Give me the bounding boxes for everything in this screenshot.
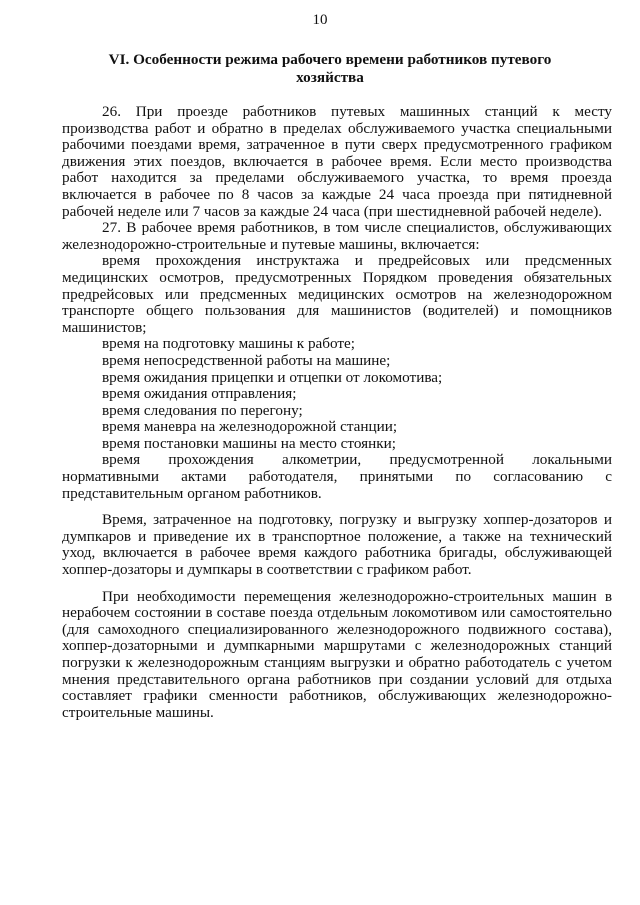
paragraph-relocation: При необходимости перемещения железнодорожно-строительных машин в нерабочем состоянии в составе поезда отдельным локомотивом или самостоятельно (для самоходного специализированного железнодорожного подвижного состава), хоппер-дозаторными и думпкарными маршрутами с железнодорожных станций погрузки к железнодорожным станциям выгрузки и обратно работодатель с учетом мнения представительного органа работников при создании условий для отдыха составляет графики сменности работников, обслуживающих железнодорожно-строительные машины. <box>62 587 612 721</box>
list-item-travel: время следования по перегону; <box>102 401 303 419</box>
list-item-parking: время постановки машины на место стоянки; <box>102 434 396 452</box>
list-item-departure-wait: время ожидания отправления; <box>102 385 297 403</box>
section-title: VI. Особенности режима рабочего времени работников путевого хозяйства <box>108 51 552 86</box>
list-item-briefing: время прохождения инструктажа и предрейсовых или предсменных медицинских осмотров, предусмотренных Порядком проведения обязательных предрейсовых или предсменных медицинских осмотров на железнодорожном транспорте общего пользования для машинистов (водителей) и помощников машинистов; <box>62 252 612 336</box>
paragraph-27: 27. В рабочее время работников, в том числе специалистов, обслуживающих железнодорожно-строительные и путевые машины, включается: <box>62 219 612 253</box>
list-item-coupling-wait: время ожидания прицепки и отцепки от локомотива; <box>102 368 443 386</box>
paragraph-26: 26. При проезде работников путевых машинных станций к месту производства работ и обратно в пределах обслуживаемого участка специальными рабочими поездами время, затраченное в пути сверх предусмотренного графиком движения этих поездов, включается в рабочее время. Если место производства работ находится за пределами обслуживаемого участка, то время проезда включается в рабочее по 8 часов за каждые 24 часа проезда при пятидневной рабочей неделе или 7 часов за каждые 24 часа (при шестидневной рабочей неделе). <box>62 103 612 220</box>
list-item-alcometry: время прохождения алкометрии, предусмотренной локальными нормативными актами работодателя, принятыми по согласованию с представительным органом работников. <box>62 451 612 502</box>
document-body <box>62 104 612 721</box>
list-item-direct-work: время непосредственной работы на машине; <box>102 351 391 369</box>
list-item-maneuver: время маневра на железнодорожной станции; <box>102 418 398 436</box>
page-number: 10 <box>312 12 328 28</box>
list-item-preparation: время на подготовку машины к работе; <box>102 335 356 353</box>
paragraph-hopper-time: Время, затраченное на подготовку, погрузку и выгрузку хоппер-дозаторов и думпкаров и приведение их в транспортное положение, а также на технический уход, включается в рабочее время каждого работника бригады, обслуживающей хоппер-дозаторы и думпкары в соответствии с графиком работ. <box>62 511 612 579</box>
